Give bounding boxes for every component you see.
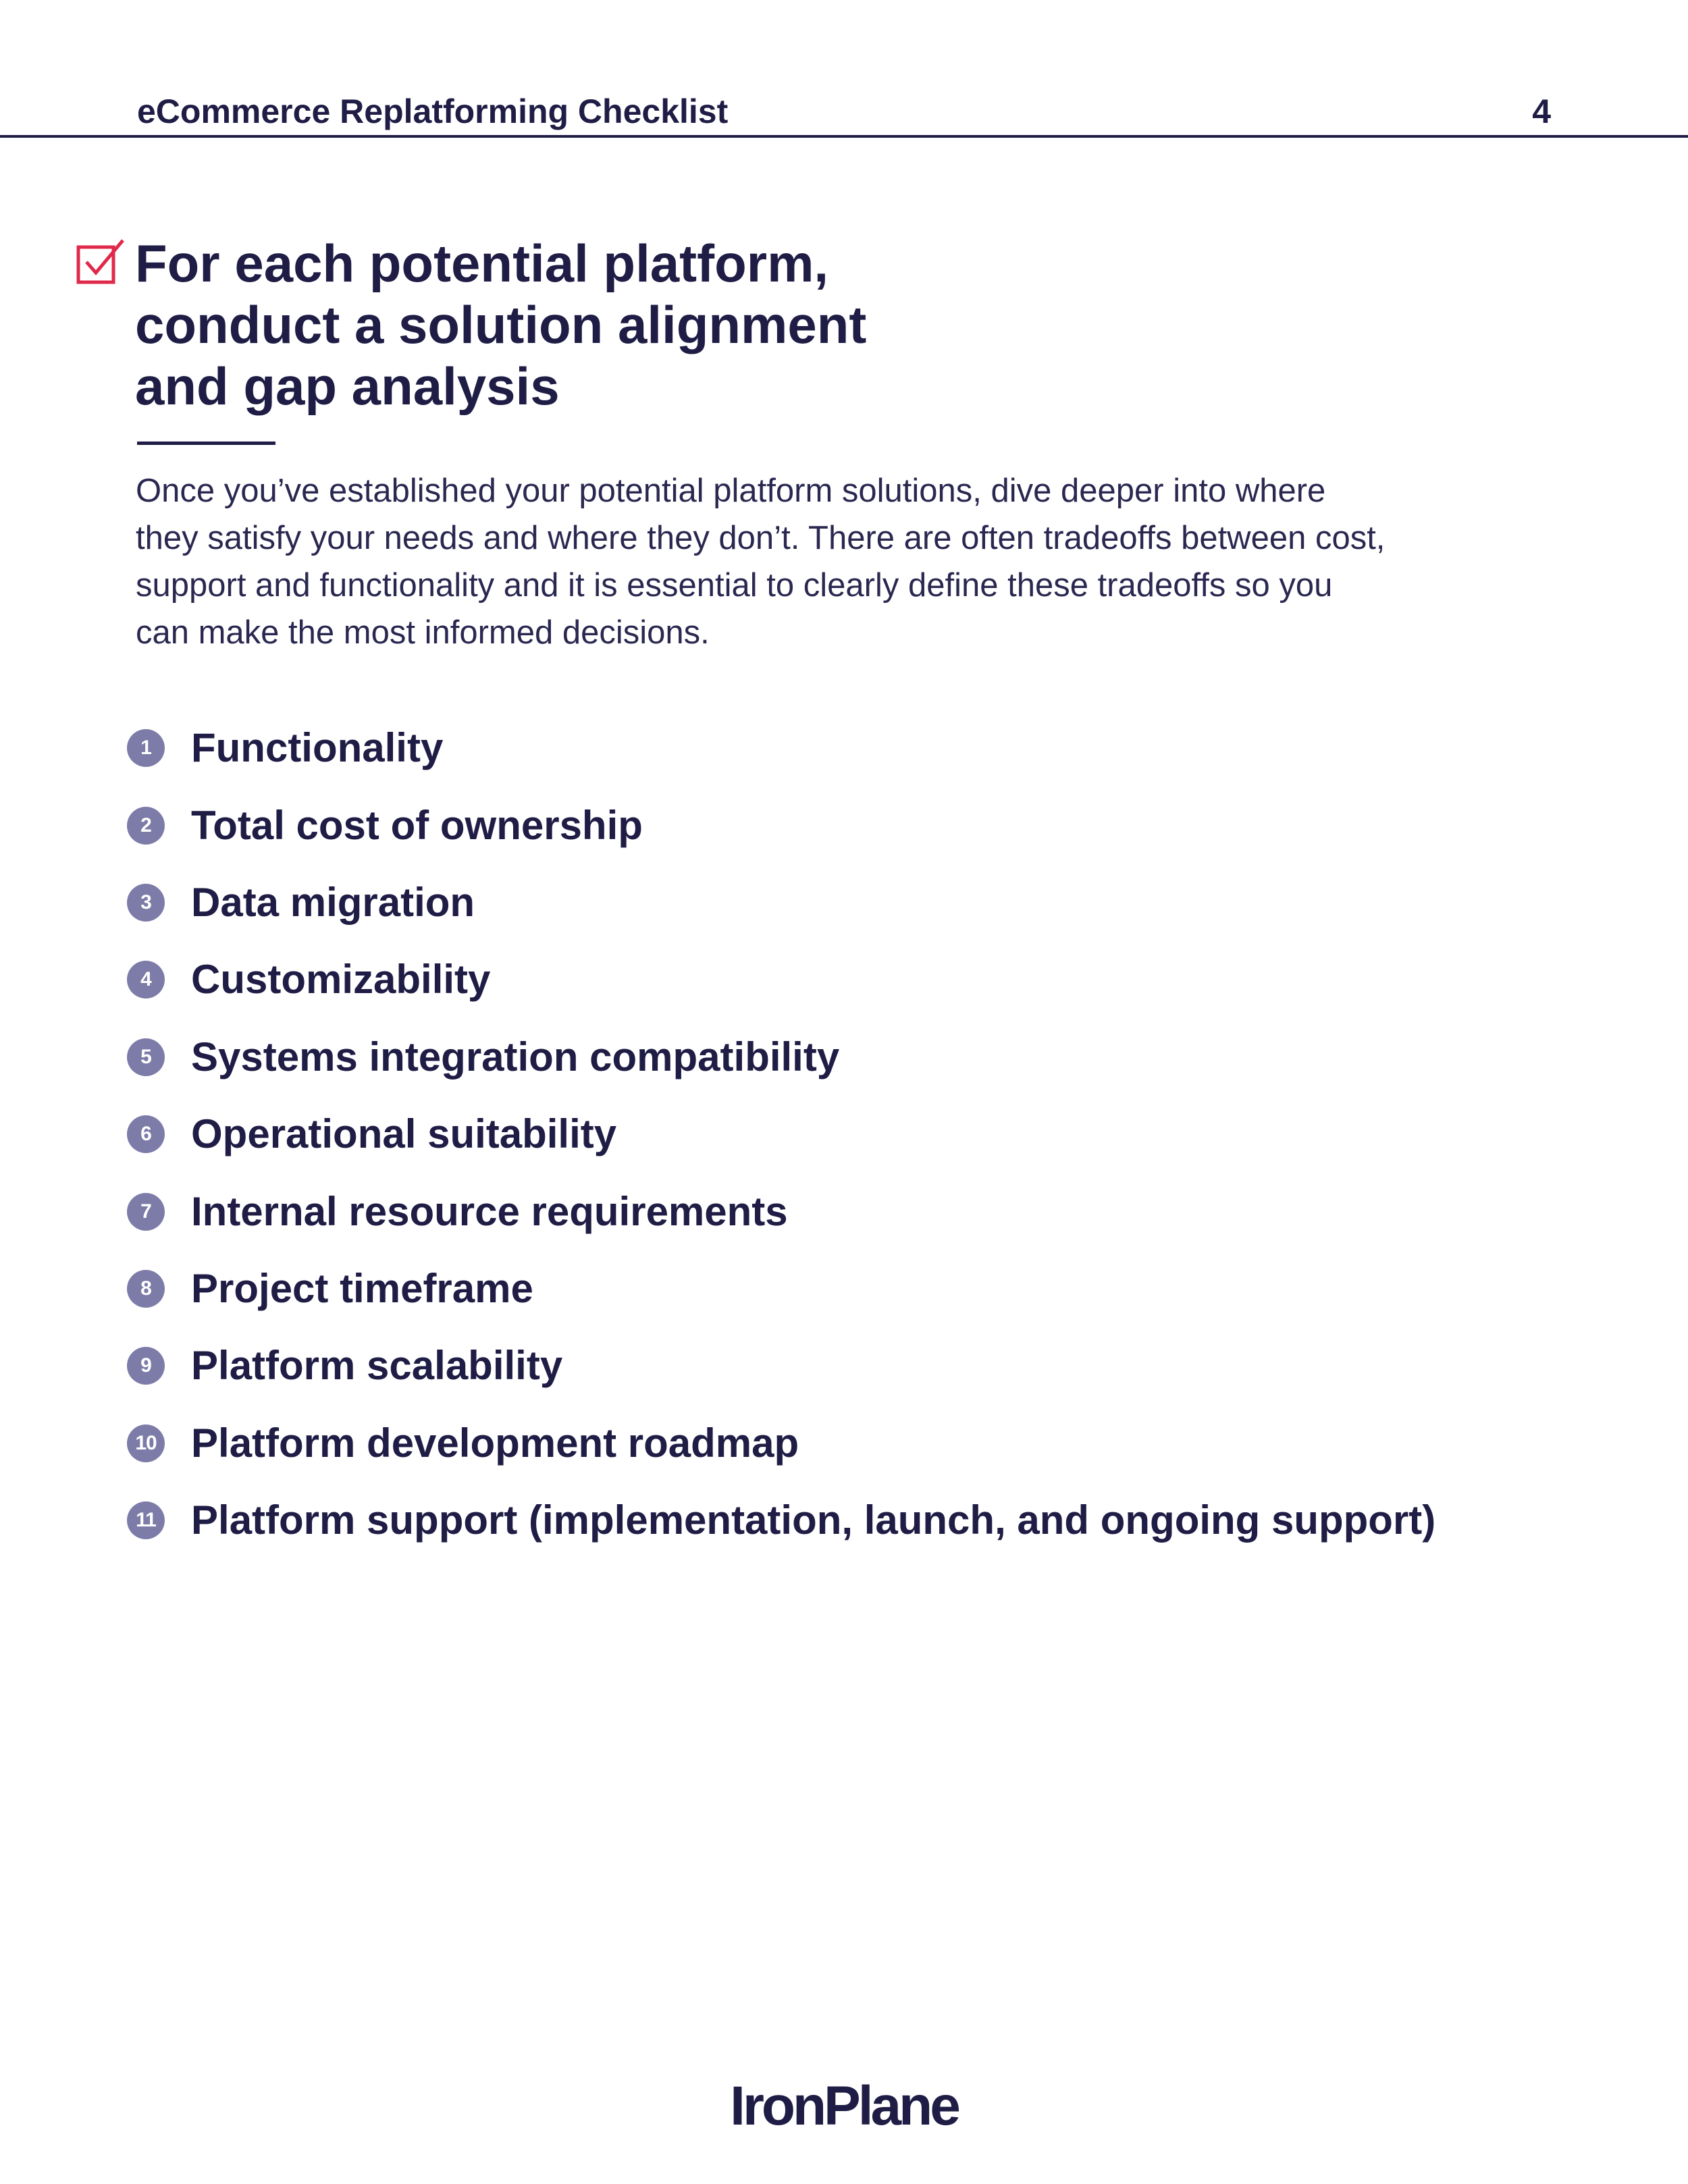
checklist-item: [127, 941, 1435, 1018]
number-badge: 3: [127, 884, 165, 922]
heading-underline: [137, 442, 275, 445]
checklist-item: [127, 1327, 1435, 1404]
heading-line: For each potential platform,: [135, 234, 829, 293]
checklist-item: [127, 787, 1435, 863]
number-badge: 10: [127, 1424, 165, 1462]
section-heading: [135, 233, 1080, 417]
checklist-item-label: Project timeframe: [191, 1265, 533, 1311]
intro-line: they satisfy your needs and where they don’t. There are often tradeoffs between cost,: [136, 520, 1386, 556]
intro-line: can make the most informed decisions.: [136, 614, 710, 651]
checklist-item-label: Systems integration compatibility: [191, 1034, 840, 1080]
checklist-item: [127, 1173, 1435, 1250]
checklist-item-label: Platform support (implementation, launch, and ongoing support): [191, 1497, 1436, 1543]
checklist-item: [127, 1250, 1435, 1327]
heading-line: conduct a solution alignment: [135, 295, 867, 354]
intro-paragraph: [136, 467, 1587, 656]
number-badge: 11: [127, 1501, 165, 1539]
intro-line: support and functionality and it is essential to clearly define these tradeoffs so you: [136, 567, 1333, 604]
number-badge: 9: [127, 1347, 165, 1385]
number-badge: 1: [127, 729, 165, 767]
ironplane-logo: IronPlane: [730, 2075, 958, 2137]
checklist-item-label: Internal resource requirements: [191, 1188, 788, 1234]
checklist-item: [127, 1482, 1435, 1559]
checklist-item: [127, 1019, 1435, 1096]
checklist-item-label: Platform development roadmap: [191, 1420, 799, 1466]
checklist-item-label: Functionality: [191, 725, 444, 771]
heading-line: and gap analysis: [135, 356, 560, 416]
checklist-item: [127, 1405, 1435, 1482]
header-divider: [0, 135, 1688, 138]
checklist-item: [127, 864, 1435, 941]
number-badge: 2: [127, 807, 165, 845]
checklist: [127, 710, 1435, 1559]
number-badge: 8: [127, 1270, 165, 1308]
checklist-item-label: Operational suitability: [191, 1111, 617, 1157]
number-badge: 4: [127, 961, 165, 998]
document-title: eCommerce Replatforming Checklist: [137, 92, 729, 130]
checked-box-icon: [76, 238, 126, 288]
checklist-item-label: Total cost of ownership: [191, 802, 643, 848]
checklist-item-label: Data migration: [191, 879, 475, 925]
checklist-item-label: Platform scalability: [191, 1343, 563, 1389]
number-badge: 5: [127, 1038, 165, 1076]
checklist-item-label: Customizability: [191, 957, 491, 1003]
number-badge: 6: [127, 1115, 165, 1153]
number-badge: 7: [127, 1193, 165, 1231]
checklist-item: [127, 1096, 1435, 1173]
intro-line: Once you’ve established your potential platform solutions, dive deeper into where: [136, 473, 1326, 509]
page-number: 4: [1532, 92, 1551, 130]
checklist-item: [127, 710, 1435, 787]
